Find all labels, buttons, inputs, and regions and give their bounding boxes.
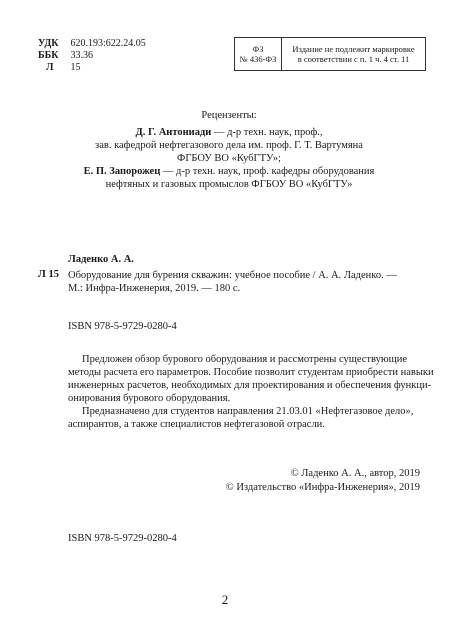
fz-note-line1: Издание не подлежит маркировке	[292, 44, 415, 54]
book-description-line1: Оборудование для бурения скважин: учебное пособие / А. А. Ладенко. —	[68, 270, 397, 281]
abstract-p1-line4: онирования бурового оборудования.	[68, 393, 231, 404]
author-sign-label: Л	[46, 62, 54, 73]
book-isbn: ISBN 978-5-9729-0280-4	[68, 321, 177, 332]
copyright-block	[226, 467, 420, 495]
abstract-p1-line2: методы расчета его параметров. Пособие позволит студентам приобрести навыки	[68, 367, 434, 378]
reviewer-1-name: Д. Г. Антониади	[135, 127, 212, 138]
bbk-label: ББК	[38, 50, 59, 61]
reviewer-2-line1	[60, 165, 398, 178]
copyright-publisher: © Издательство «Инфра-Инженерия», 2019	[225, 482, 420, 493]
book-author-sign: Л 15	[38, 269, 59, 280]
abstract-p2-line2: аспирантов, а также специалистов нефтегазовой отрасли.	[68, 419, 325, 430]
fz-number: № 436-ФЗ	[239, 54, 277, 64]
abstract-block	[68, 353, 434, 431]
library-codes	[38, 38, 146, 74]
udk-row	[38, 38, 146, 50]
fz-note-line2: в соответствии с п. 1 ч. 4 ст. 11	[297, 54, 410, 64]
udk-label: УДК	[38, 38, 59, 49]
reviewer-1-line1	[60, 126, 398, 139]
udk-value: 620.193:622.24.05	[70, 38, 146, 49]
book-author: Ладенко А. А.	[68, 254, 134, 265]
fz-note-cell	[282, 38, 425, 70]
reviewers-block	[60, 109, 398, 191]
fz-marking-box	[234, 37, 426, 71]
reviewer-2-name: Е. П. Запорожец	[83, 166, 161, 177]
author-sign-value: 15	[70, 62, 81, 73]
reviewer-1-line2: зав. кафедрой нефтегазового дела им. проф. Г. Т. Вартумяна	[95, 140, 363, 151]
abstract-p1-line1: Предложен обзор бурового оборудования и рассмотрены существующие	[82, 354, 408, 365]
footer-isbn: ISBN 978-5-9729-0280-4	[68, 533, 177, 544]
abstract-p1-line3: инженерных расчетов, необходимых для проектирования и обеспечения функци-	[68, 380, 432, 391]
page-number: 2	[221, 592, 229, 607]
reviewers-title: Рецензенты:	[201, 110, 257, 121]
book-description-line2: М.: Инфра-Инженерия, 2019. — 180 с.	[68, 283, 241, 294]
abstract-p2-line1: Предназначено для студентов направления 21.03.01 «Нефтегазовое дело»,	[82, 406, 414, 417]
reviewer-2-line2: нефтяных и газовых промыслов ФГБОУ ВО «КубГТУ»	[105, 179, 353, 190]
book-description	[68, 269, 418, 295]
copyright-author: © Ладенко А. А., автор, 2019	[290, 468, 420, 479]
reviewer-2-degree: — д-р техн. наук, проф. кафедры оборудования	[160, 166, 375, 177]
bbk-row	[38, 50, 146, 62]
fz-law-cell	[235, 38, 282, 70]
bbk-value: 33.36	[70, 50, 93, 61]
author-sign-row	[38, 62, 146, 74]
fz-label: ФЗ	[252, 44, 264, 54]
reviewer-1-degree: — д-р техн. наук, проф.,	[211, 127, 323, 138]
reviewer-1-line3: ФГБОУ ВО «КубГТУ»;	[177, 153, 281, 164]
